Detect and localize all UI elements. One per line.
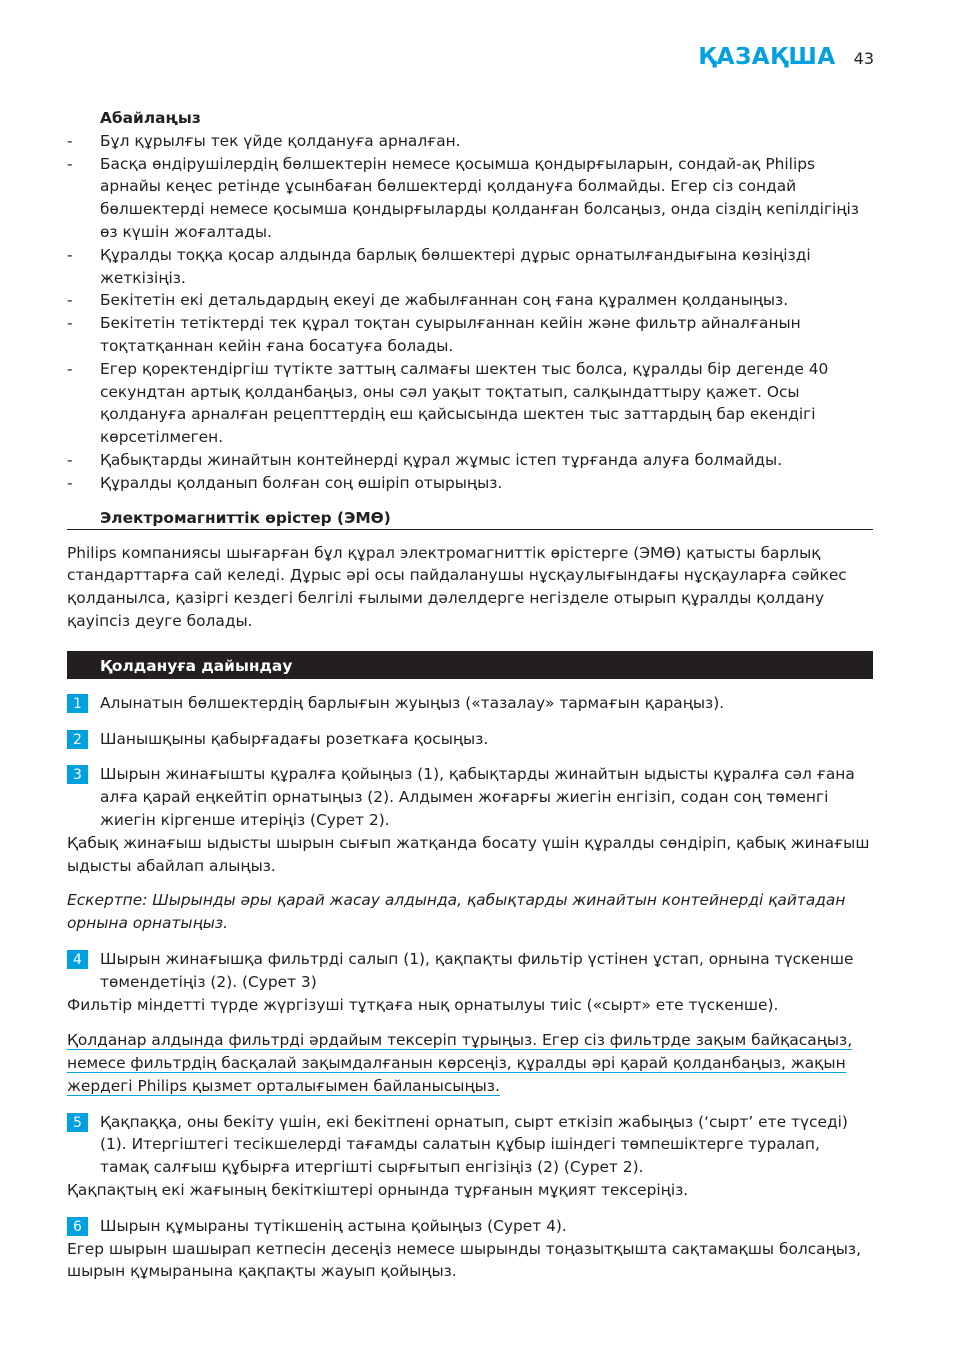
warning-underlined: Қолданар алдында фильтрді әрдайым тексеріп тұрыңыз. Егер сіз фильтрде зақым байқасаңыз, немесе фильтрдің басқалай зақымдалғанын көрсеңіз, құралды әрі қарай қолданбаңыз, жақын жердегі Philips қызмет орталығымен байланысыңыз. bbox=[67, 1031, 853, 1095]
list-item: - Бекітетін екі детальдардың екеуі де жабылғаннан соң ғана құралмен қолданыңыз. bbox=[67, 289, 873, 312]
page-number: 43 bbox=[853, 49, 874, 68]
list-item: - Құралды тоққа қосар алдында барлық бөлшектері дұрыс орнатылғандығына көзіңізді жеткізіңіз. bbox=[67, 244, 873, 290]
warning-text bbox=[67, 1029, 873, 1097]
caution-list bbox=[67, 130, 873, 495]
step-5-followup: Қақпақтың екі жағының бекіткіштері орнында тұрғанын мұқият тексеріңіз. bbox=[67, 1181, 689, 1200]
step-3-followup: Қабық жинағыш ыдысты шырын сығып жатқанда босату үшін құралды сөндіріп, қабық жинағыш ыдысты абайлап алыңыз. bbox=[67, 833, 870, 875]
step-text: Алынатын бөлшектердің барлығын жуыңыз («тазалау» тармағын қараңыз). bbox=[100, 693, 725, 712]
list-item: - Қабықтарды жинайтын контейнерді құрал жұмыс істеп тұрғанда алуға болмайды. bbox=[67, 449, 873, 472]
list-item: - Құралды қолданып болған соң өшіріп отырыңыз. bbox=[67, 472, 873, 495]
step-number-badge: 1 bbox=[67, 694, 88, 713]
step-number-badge: 6 bbox=[67, 1217, 88, 1236]
step-5 bbox=[67, 1111, 873, 1179]
step-4-followup: Фильтір міндетті түрде жүргізуші тұтқаға нық орнатылуы тиіс («сырт» ете түскенше). bbox=[67, 995, 779, 1014]
note-text: Ескертпе: Шырынды әры қарай жасау алдында, қабықтарды жинайтын контейнерді қайтадан орнына орнатыңыз. bbox=[67, 891, 846, 933]
step-4 bbox=[67, 948, 873, 994]
page-header bbox=[698, 46, 874, 71]
prep-section-bar: Қолдануға дайындау bbox=[67, 651, 873, 679]
page-content bbox=[67, 107, 873, 1283]
step-number-badge: 4 bbox=[67, 950, 88, 969]
list-item: - Бұл құрылғы тек үйде қолдануға арналған. bbox=[67, 130, 873, 153]
step-1 bbox=[67, 692, 873, 715]
step-2 bbox=[67, 728, 873, 751]
list-item: - Егер қоректендіргіш түтікте заттың салмағы шектен тыс болса, құралды бір дегенде 40 секундтан артық қолданбаңыз, оны сәл уақыт тоқтатып, салқындаттыру қажет. Осы қолдануға арналған рецепттердің еш қайсысында шектен тыс заттардың бар екендігі көрсетілмеген. bbox=[67, 358, 873, 449]
step-6 bbox=[67, 1215, 873, 1238]
step-6-followup: Егер шырын шашырап кетпесін десеңіз немесе шырынды тоңазытқышта сақтамақшы болсаңыз, шырын құмыранына қақпақты жауып қойыңыз. bbox=[67, 1239, 861, 1281]
emf-title: Электромагниттік өрістер (ЭМӨ) bbox=[67, 507, 873, 530]
list-item: - Бекітетін тетіктерді тек құрал тоқтан суырылғаннан кейін және фильтр айналғанын тоқтатқаннан кейін ғана босатуға болады. bbox=[67, 312, 873, 358]
step-text: Шанышқыны қабырғадағы розеткаға қосыңыз. bbox=[100, 729, 489, 748]
list-item: - Басқа өндірушілердің бөлшектерін немесе қосымша қондырғыларын, сондай-ақ Philips арнайы кеңес ретінде ұсынбаған бөлшектерді қолдануға болмайды. Егер сіз сондай бөлшектерді немесе қосымша қондырғыларды қолданған болсаңыз, онда сіздің кепілдігіңіз өз күшін жоғалтады. bbox=[67, 153, 873, 244]
step-text: Шырын жинағышқа фильтрді салып (1), қақпақты фильтір үстінен ұстап, орнына түскенше төмендетіңіз (2). (Сурет 3) bbox=[100, 949, 854, 991]
step-number-badge: 2 bbox=[67, 730, 88, 749]
step-text: Шырын құмыраны түтікшенің астына қойыңыз (Сурет 4). bbox=[100, 1216, 567, 1235]
step-3 bbox=[67, 763, 873, 831]
step-text: Қақпаққа, оны бекіту үшін, екі бекітпені орнатып, сырт еткізіп жабыңыз (‘сырт’ ете түседі) (1). Итергіштегі тесікшелерді тағамды салатын құбыр ішіндегі төмпешіктерге туралап, тамақ салғыш құбырға итергішті сырғытып енгізіңіз (2) (Сурет 2). bbox=[100, 1112, 848, 1177]
step-number-badge: 5 bbox=[67, 1113, 88, 1132]
step-number-badge: 3 bbox=[67, 765, 88, 784]
language-label: ҚАЗАҚША bbox=[698, 44, 836, 70]
emf-text: Philips компаниясы шығарған бұл құрал электромагниттік өрістерге (ЭМӨ) қатысты барлық стандарттарға сай келеді. Дұрыс әрі осы пайдаланушы нұсқаулығындағы нұсқауларға сәйкес қолданылса, қазіргі кездегі белгілі ғылыми дәлелдерге негізделе отырып құралды қолдану қауіпсіз деуге болады. bbox=[67, 543, 847, 630]
step-text: Шырын жинағышты құралға қойыңыз (1), қабықтарды жинайтын ыдысты құралға сәл ғана алға қарай еңкейтіп орнатыңыз (2). Алдымен жоғарғы жиегін енгізіп, содан соң төменгі жиегін кіргенше итеріңіз (Сурет 2). bbox=[100, 765, 855, 829]
caution-title: Абайлаңыз bbox=[100, 109, 201, 127]
